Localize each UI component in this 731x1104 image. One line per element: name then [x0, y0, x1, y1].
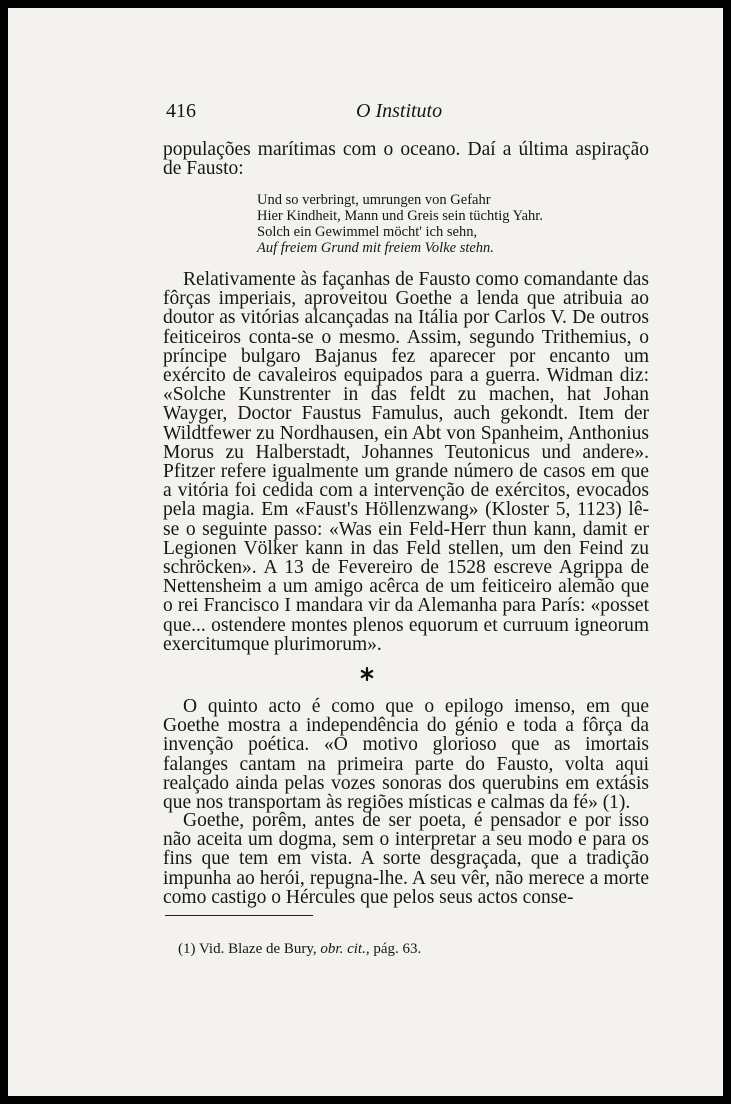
footnote-page: pág. 63.	[373, 941, 422, 957]
poem-line: Hier Kindheit, Mann und Greis sein tüchtig Yahr.	[257, 208, 543, 224]
book-page	[8, 8, 723, 1096]
footnote	[178, 940, 638, 958]
page-number: 416	[166, 100, 196, 122]
footnote-marker: (1)	[178, 941, 196, 957]
asterisk-icon	[355, 664, 379, 684]
poem-line: Solch ein Gewimmel möcht' ich sehn,	[257, 224, 478, 240]
body-paragraph-faust-armies: Relativamente às façanhas de Fausto como comandante das fôrças imperiais, aproveitou Goethe a lenda que atribuia ao doutor as vitórias alcançadas na Itália por Carlos V. De outros feiticeiros conta-se o mesmo. Assim, segundo Trithemius, o príncipe bulgaro Bajanus fez aparecer por encanto um exército de cavaleiros equipados para a guerra. Widman diz: «Solche Kunstrenter in das feldt zu machen, hat Johan Wayger, Doctor Faustus Famulus, auch gekondt. Item der Wildtfewer zu Nordhausen, ein Abt von Spanheim, Anthonius Morus zu Halberstadt, Johannes Teutonicus und andere». Pfitzer refere igualmente um grande número de casos em que a vitória foi cedida com a intervenção de exércitos, evocados pela magia. Em «Faust's Höllenzwang» (Kloster 5, 1123) lê-se o seguinte passo: «Was ein Feld-Herr thun kann, damit er Legionen Völker kann in das Feld stellen, um den Feind zu schröcken». A 13 de Fevereiro de 1528 escreve Agrippa de Nettensheim a um amigo acêrca de um feiticeiro alemão que o rei Francisco I mandara vir da Alemanha para París: «posset que... ostendere montes plenos equorum et curruum igneorum exercitumque plurimorum».	[163, 269, 649, 655]
footnote-divider	[165, 915, 313, 916]
poem-line: Und so verbringt, umrungen von Gefahr	[257, 192, 491, 208]
poem-quote	[257, 192, 617, 256]
poem-line: Auf freiem Grund mit freiem Volke stehn.	[257, 240, 494, 256]
body-paragraph-goethe-thinker: Goethe, porêm, antes de ser poeta, é pensador e por isso não aceita um dogma, sem o interpretar a seu modo e para os fins que tem em vista. A sorte desgraçada, que a tradição impunha ao herói, repugna-lhe. A seu vêr, não merece a morte como castigo o Hércules que pelos seus actos conse-	[163, 810, 649, 908]
footnote-text: Vid. Blaze de Bury,	[198, 941, 317, 957]
running-title: O Instituto	[356, 100, 443, 122]
page-header	[166, 100, 646, 124]
footnote-work-title: obr. cit.,	[320, 941, 370, 957]
intro-paragraph: populações marítimas com o oceano. Daí a última aspiração de Fausto:	[163, 139, 649, 179]
body-paragraph-fifth-act: O quinto acto é como que o epilogo imenso, em que Goethe mostra a independência do génio e toda a fôrça da invenção poética. «O motivo glorioso que as imortais falanges cantam na primeira parte do Fausto, volta aqui realçado ainda pelas vozes sonoras dos querubins em extásis que nos transportam às regiões místicas e calmas da fé» (1).	[163, 696, 649, 814]
